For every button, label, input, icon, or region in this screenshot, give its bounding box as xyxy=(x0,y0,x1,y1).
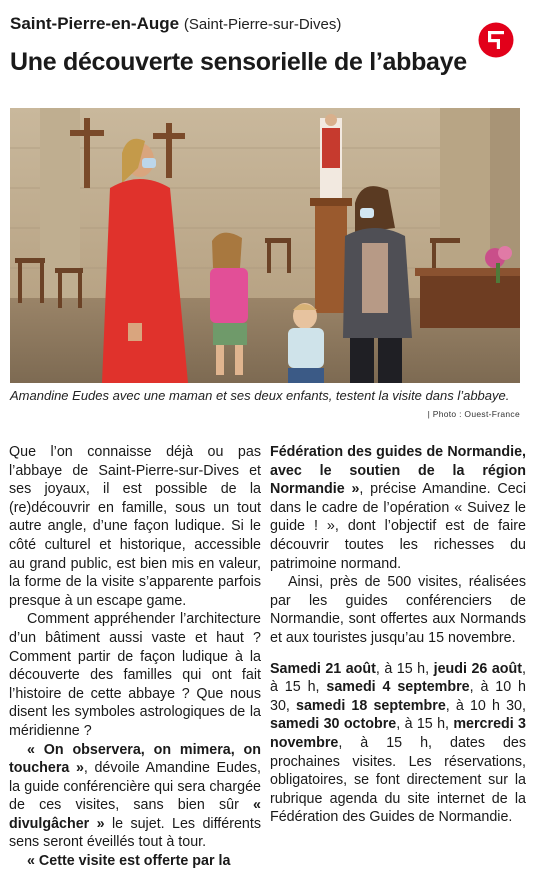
date: jeudi 26 août xyxy=(433,660,523,677)
commune-name: (Saint-Pierre-sur-Dives) xyxy=(183,16,342,33)
paragraph xyxy=(9,741,261,853)
article-column-2 xyxy=(270,443,526,827)
quote: « On observera, on mimera, on touchera » xyxy=(9,741,261,777)
date: mercredi 3 novembre xyxy=(270,716,527,751)
photo-credit: | Photo : Ouest-France xyxy=(427,409,520,419)
ouest-france-logo-icon xyxy=(478,22,514,58)
quote: « divulgâcher » xyxy=(9,797,261,832)
article-photo xyxy=(10,108,520,383)
paragraph xyxy=(9,852,261,871)
text: le sujet. Les différents sens seront éveillés tout à tour. xyxy=(9,815,261,851)
abbey-visit-photo xyxy=(10,108,520,383)
paragraph: Que l’on connaisse déjà ou pas l’abbaye de Saint-Pierre-sur-Dives et ses joyaux, il est possible de la (re)découvrir en famille, sous un tout autre angle, d’une façon ludique. Si le côté culturel et historique, accessible au grand public, est bien mis en valeur, la forme de la visite s’apparente parfois presque à un escape game. xyxy=(9,444,261,609)
text: , à 15 h, xyxy=(396,716,454,733)
text: , à 15 h, xyxy=(270,660,526,696)
town-name: Saint-Pierre-en-Auge xyxy=(10,14,180,33)
paragraph: Ainsi, près de 500 visites, réalisées par les guides conférenciers de Normandie, sont offertes aux Normands et aux touristes jusqu’au 15 novembre. xyxy=(270,574,526,646)
location-kicker xyxy=(10,14,480,35)
text: , à 15 h, xyxy=(375,660,434,677)
quote: Fédération des guides de Normandie, avec le soutien de la région Normandie » xyxy=(270,444,526,498)
article-header xyxy=(10,14,480,77)
date: samedi 4 septembre xyxy=(326,679,470,696)
article-column-1 xyxy=(9,443,261,871)
quote: « Cette visite est offerte par la xyxy=(27,853,231,870)
text: , à 10 h 30, xyxy=(445,697,526,714)
photo-caption: Amandine Eudes avec une maman et ses deux enfants, testent la visite dans l’abbaye. xyxy=(10,388,510,403)
dates-paragraph xyxy=(270,660,526,827)
text: , précise Amandine. Ceci dans le cadre de l’opération « Suivez le guide ! », dont l’objectif est de faire découvrir toutes les richesses du patrimoine normand. xyxy=(270,481,526,572)
paragraph: Comment appréhender l’architecture d’un bâtiment aussi vaste et haut ? Comment partir de façon ludique à la découverte des familles qui ont fait l’histoire de cette abbaye ? Que nous disent les symboles astrologiques de la méridienne ? xyxy=(9,611,261,739)
text: , à 10 h 30, xyxy=(270,679,527,714)
date: samedi 30 octobre xyxy=(270,716,397,733)
text: , à 15 h, dates des prochaines visites. Les réservations, obligatoires, se font directement sur la rubrique agenda du site internet de la Fédération des Guides de Normandie. xyxy=(270,734,526,826)
date: samedi 18 septembre xyxy=(296,697,446,714)
date: Samedi 21 août xyxy=(270,660,376,677)
paragraph xyxy=(270,443,526,573)
text: , dévoile Amandine Eudes, la guide conférencière qui sera chargée de ces visites, sans bien sûr xyxy=(9,760,261,814)
headline: Une découverte sensorielle de l’abbaye xyxy=(10,48,467,76)
